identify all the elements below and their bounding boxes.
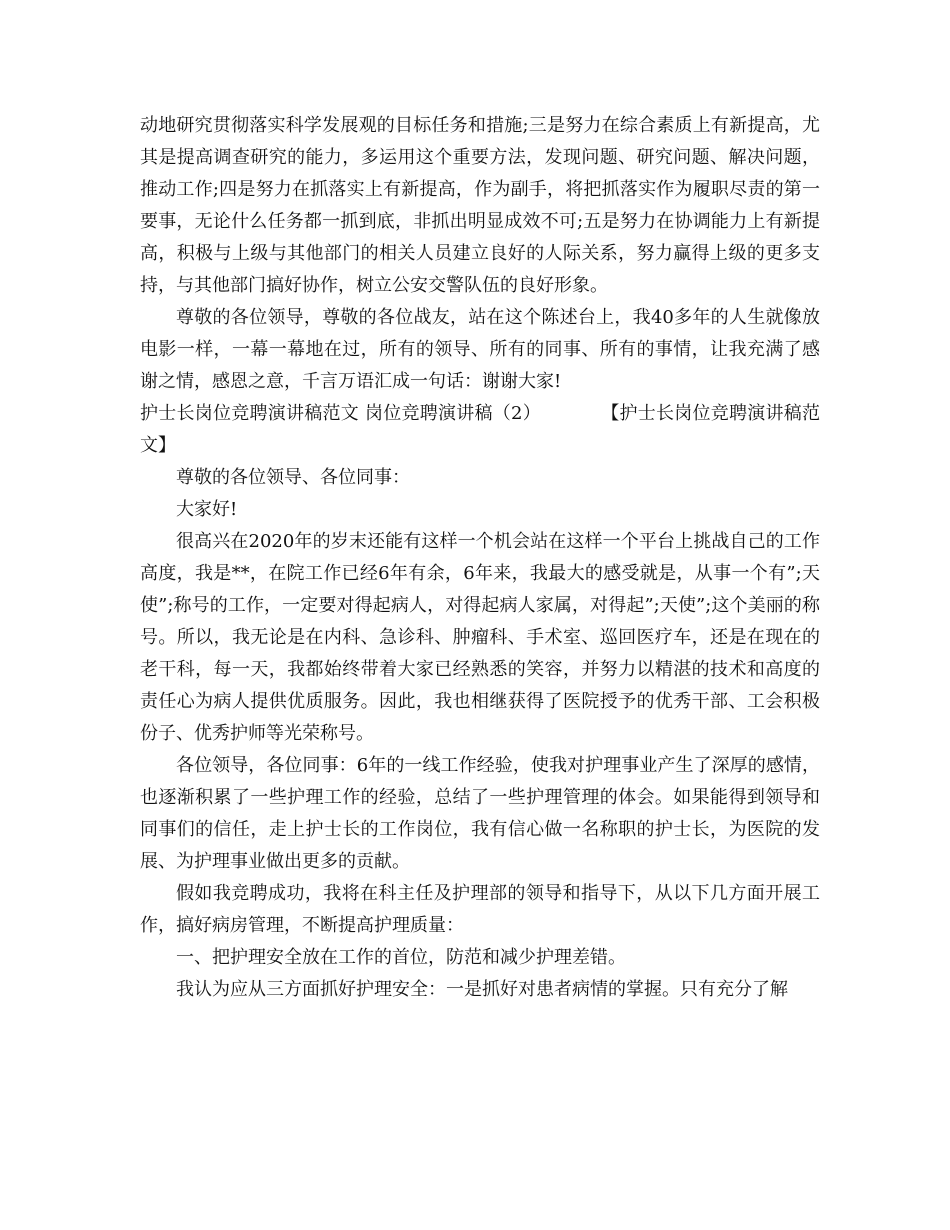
- greeting: 大家好!: [176, 499, 238, 520]
- paragraph-intro: 很高兴在2020年的岁末还能有这样一个机会站在这样一个平台上挑战自己的工作高度，我是**，在院工作已经6年有余，6年来，我最大的感受就是，从事一个有”;天使”;称号的工作，一定要对得起病人，对得起病人家属，对得起”;天使”;这个美丽的称号。所以，我无论是在内科、急诊科、肿瘤科、手术室、巡回医疗车，还是在现在的老干科，每一天，我都始终带着大家已经熟悉的笑容，并努力以精湛的技术和高度的责任心为病人提供优质服务。因此，我也相继获得了医院授予的优秀干部、工会积极份子、优秀护师等光荣称号。: [140, 531, 820, 744]
- paragraph-plan: 假如我竞聘成功，我将在科主任及护理部的领导和指导下，从以下几方面开展工作，搞好病房管理，不断提高护理质量：: [140, 883, 820, 936]
- paragraph-safety: 我认为应从三方面抓好护理安全：一是抓好对患者病情的掌握。只有充分了解: [176, 979, 788, 1000]
- section-heading: [140, 398, 820, 462]
- paragraph-experience: 各位领导，各位同事：6年的一线工作经验，使我对护理事业产生了深厚的感情，也逐渐积累了一些护理工作的经验，总结了一些护理管理的体会。如果能得到领导和同事们的信任，走上护士长的工作岗位，我有信心做一名称职的护士长，为医院的发展、为护理事业做出更多的贡献。: [140, 755, 820, 872]
- document-body: [140, 110, 820, 1006]
- section-heading-title: 护士长岗位竞聘演讲稿范文 岗位竞聘演讲稿（2）: [140, 403, 541, 424]
- salutation: 尊敬的各位领导、各位同事：: [176, 467, 410, 488]
- section-heading-bracket-title: 【护士长岗位竞聘演讲稿范文】: [140, 403, 821, 456]
- paragraph-closing-thanks: 尊敬的各位领导，尊敬的各位战友，站在这个陈述台上，我40多年的人生就像放电影一样，一幕一幕地在过，所有的领导、所有的同事、所有的事情，让我充满了感谢之情，感恩之意，千言万语汇成一句话：谢谢大家!: [140, 307, 820, 392]
- paragraph-point-one: 一、把护理安全放在工作的首位，防范和减少护理差错。: [176, 947, 626, 968]
- paragraph-continuation: 动地研究贯彻落实科学发展观的目标任务和措施;三是努力在综合素质上有新提高，尤其是提高调查研究的能力，多运用这个重要方法，发现问题、研究问题、解决问题，推动工作;四是努力在抓落实上有新提高，作为副手，将把抓落实作为履职尽责的第一要事，无论什么任务都一抓到底，非抓出明显成效不可;五是努力在协调能力上有新提高，积极与上级与其他部门的相关人员建立良好的人际关系，努力赢得上级的更多支持，与其他部门搞好协作，树立公安交警队伍的良好形象。: [140, 115, 820, 296]
